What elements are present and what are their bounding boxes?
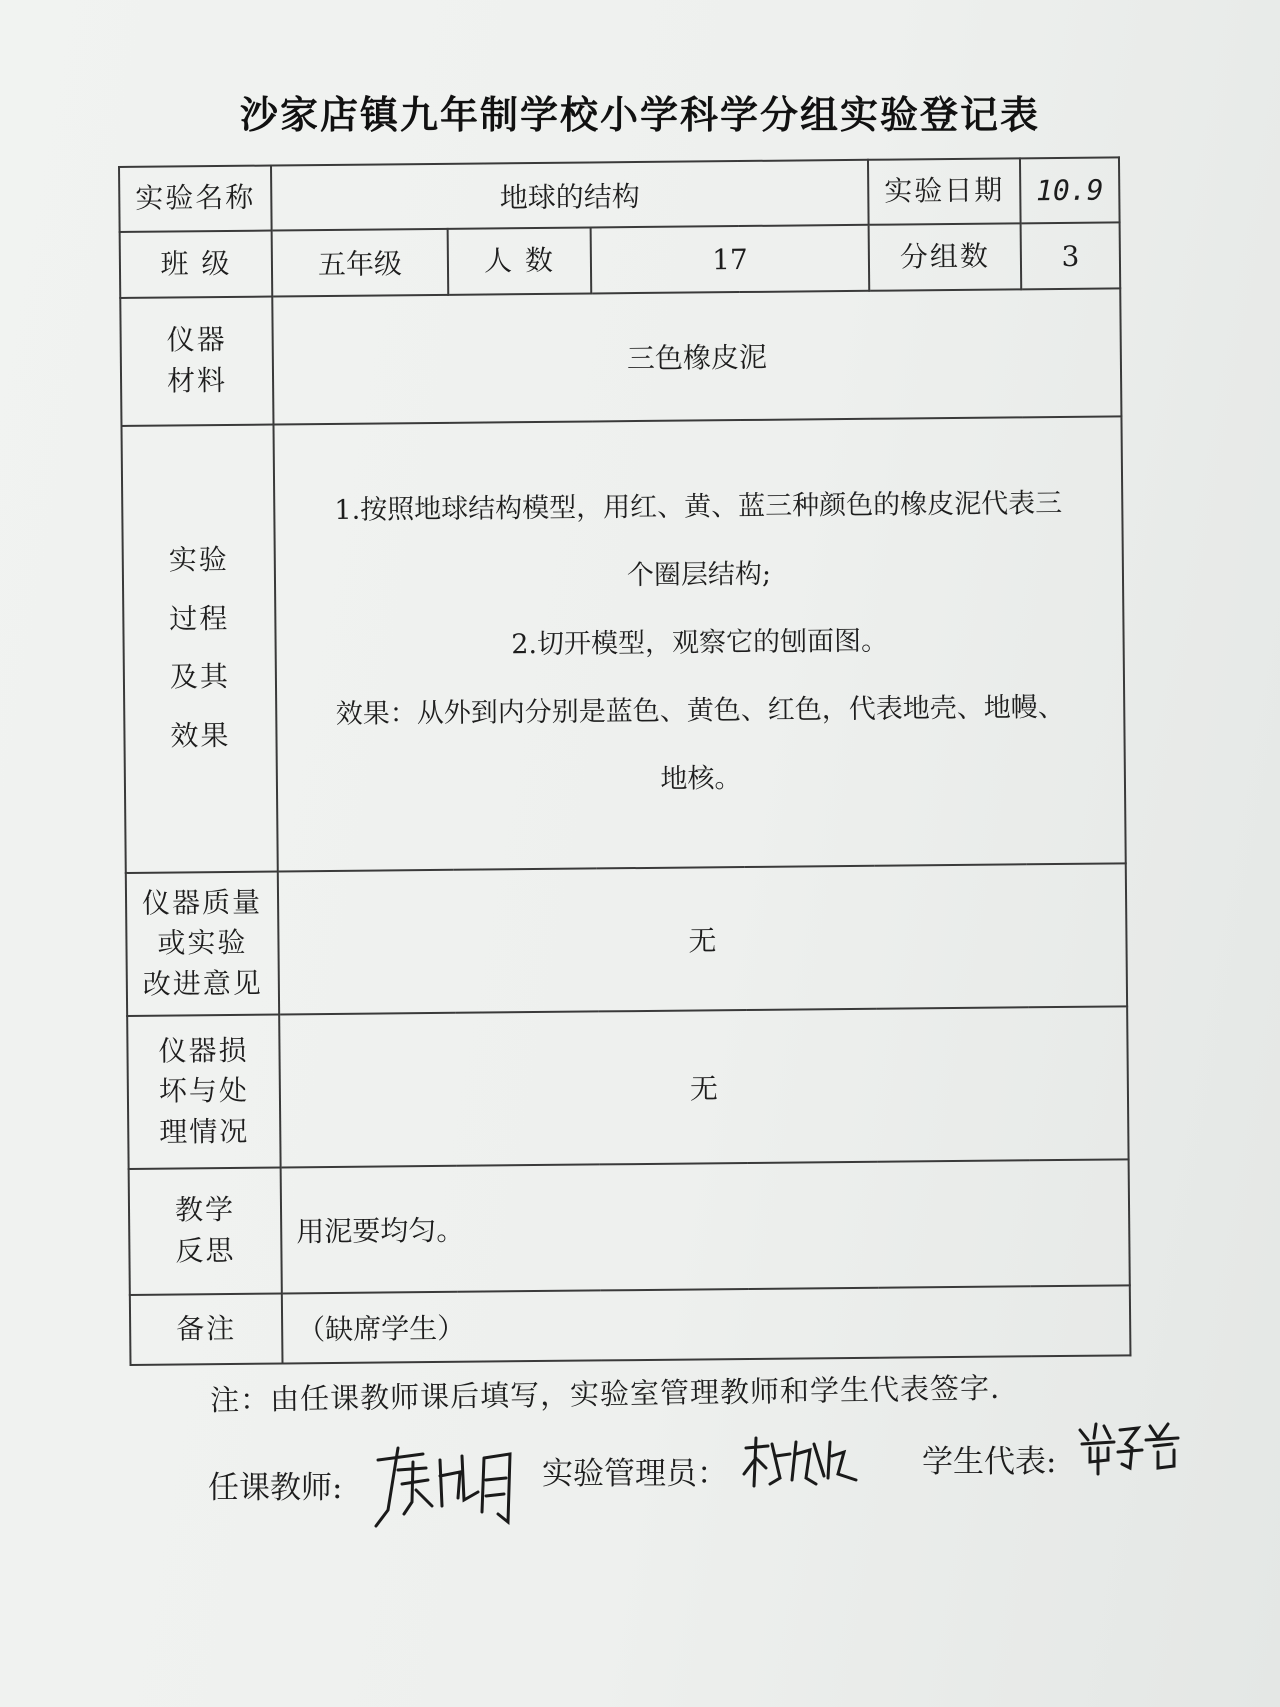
process-line: 1.按照地球结构模型，用红、黄、蓝三种颜色的橡皮泥代表三 — [334, 488, 1063, 527]
reflection-label-line: 反思 — [175, 1234, 236, 1268]
suggestions-label-line: 仪器质量 — [141, 885, 263, 920]
remarks-value: （缺席学生） — [282, 1286, 1131, 1364]
registration-form — [118, 156, 1131, 1366]
experiment-name-label: 实验名称 — [119, 166, 272, 233]
process-label-line: 及其 — [169, 660, 231, 694]
teacher-label: 任课教师: — [208, 1470, 343, 1506]
damage-label-line: 坏与处 — [158, 1074, 250, 1109]
damage-label-line: 理情况 — [159, 1114, 250, 1149]
group-count-label: 分组数 — [869, 224, 1022, 291]
process-line: 效果：从外到内分别是蓝色、黄色、红色，代表地壳、地幔、 — [335, 692, 1065, 731]
process-label-line: 实验 — [168, 543, 229, 577]
suggestions-label-line: 改进意见 — [142, 966, 264, 1001]
row-experiment-name — [119, 157, 1120, 232]
signature-row — [0, 1440, 1280, 1530]
teacher-signature — [368, 1440, 518, 1530]
reflection-value: 用泥要均匀。 — [281, 1159, 1130, 1293]
row-damage — [127, 1007, 1128, 1169]
experiment-date-label: 实验日期 — [868, 158, 1021, 225]
footnote: 注：由任课教师课后填写，实验室管理教师和学生代表签字. — [209, 1370, 1001, 1418]
process-line: 地核。 — [660, 763, 742, 796]
process-label-line: 效果 — [170, 718, 231, 753]
group-count-value: 3 — [1021, 223, 1121, 289]
suggestions-label-line: 或实验 — [157, 926, 248, 960]
row-class-info — [120, 223, 1121, 298]
suggestions-label — [126, 871, 279, 1016]
class-value: 五年级 — [272, 229, 449, 296]
student-label: 学生代表: — [922, 1444, 1057, 1480]
materials-label-line: 材料 — [166, 363, 228, 398]
class-label: 班 级 — [120, 231, 273, 298]
student-count-value: 17 — [591, 225, 870, 293]
suggestions-value: 无 — [278, 863, 1127, 1015]
process-content — [273, 417, 1125, 872]
form-title: 沙家店镇九年制学校小学科学分组实验登记表 — [239, 93, 1040, 137]
student-count-label: 人 数 — [448, 228, 592, 295]
process-label-line: 过程 — [169, 601, 230, 636]
process-line: 个圈层结构; — [626, 559, 772, 592]
admin-signature — [740, 1434, 860, 1494]
experiment-date-value: 10.9 — [1020, 157, 1120, 223]
damage-label-line: 仪器损 — [158, 1033, 249, 1068]
experiment-name-value: 地球的结构 — [271, 160, 869, 231]
damage-label — [127, 1015, 280, 1169]
process-label — [121, 425, 277, 873]
row-materials — [120, 288, 1121, 426]
reflection-label — [129, 1167, 282, 1295]
admin-label: 实验管理员： — [542, 1456, 728, 1492]
student-signature — [1074, 1418, 1184, 1478]
remarks-label: 备注 — [130, 1294, 283, 1365]
reflection-label-line: 教学 — [174, 1193, 236, 1227]
row-reflection — [129, 1159, 1130, 1295]
materials-label — [120, 296, 273, 426]
row-suggestions — [126, 863, 1127, 1016]
process-line: 2.切开模型，观察它的刨面图。 — [511, 626, 889, 661]
row-process — [121, 417, 1125, 873]
row-remarks — [130, 1286, 1131, 1365]
materials-value: 三色橡皮泥 — [272, 288, 1121, 425]
damage-value: 无 — [279, 1007, 1128, 1168]
materials-label-line: 仪器 — [166, 323, 227, 357]
